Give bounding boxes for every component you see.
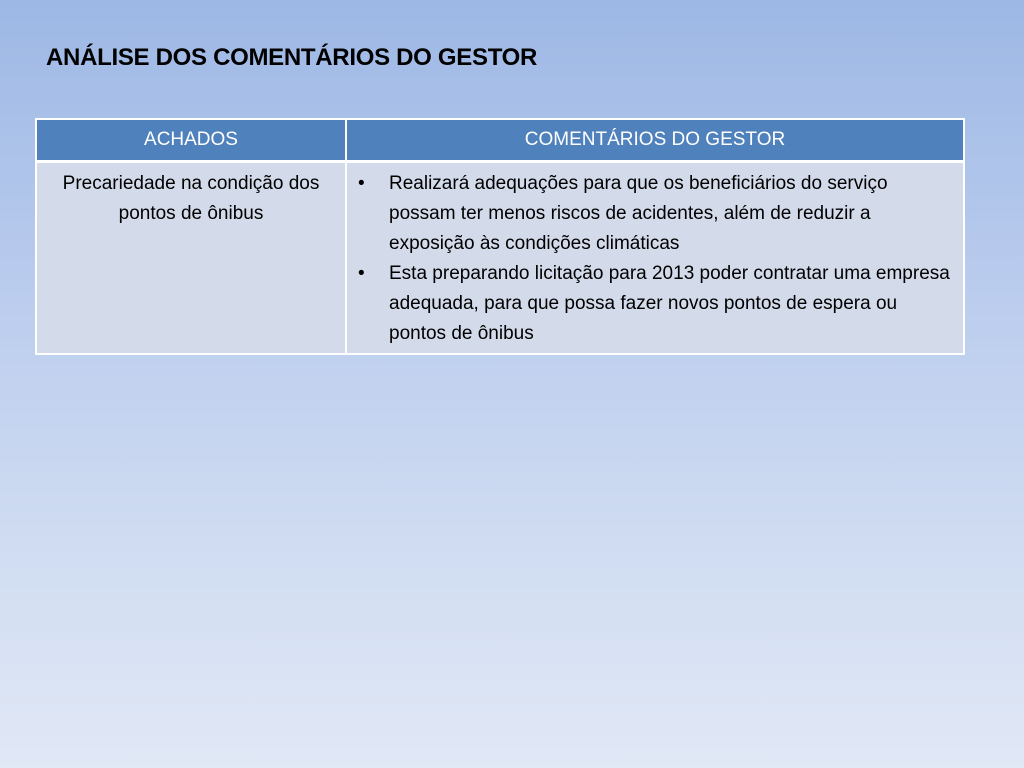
comments-list	[355, 169, 955, 349]
findings-table	[35, 118, 965, 355]
achado-cell: Precariedade na condição dos pontos de ônibus	[36, 162, 346, 355]
bullet-icon: •	[358, 173, 365, 194]
list-item	[355, 169, 955, 259]
comment-text: Esta preparando licitação para 2013 poder contratar uma empresa adequada, para que possa fazer novos pontos de espera ou pontos de ônibus	[389, 263, 950, 344]
slide-title: ANÁLISE DOS COMENTÁRIOS DO GESTOR	[46, 44, 538, 71]
table-row	[36, 162, 964, 355]
list-item	[355, 259, 955, 349]
bullet-icon: •	[358, 263, 365, 284]
header-comentarios-gestor: COMENTÁRIOS DO GESTOR	[346, 119, 964, 162]
header-achados: ACHADOS	[36, 119, 346, 162]
table-header-row	[36, 119, 964, 162]
comment-text: Realizará adequações para que os beneficiários do serviço possam ter menos riscos de acidentes, além de reduzir a exposição às condições climáticas	[389, 173, 888, 254]
comentarios-cell	[346, 162, 964, 355]
